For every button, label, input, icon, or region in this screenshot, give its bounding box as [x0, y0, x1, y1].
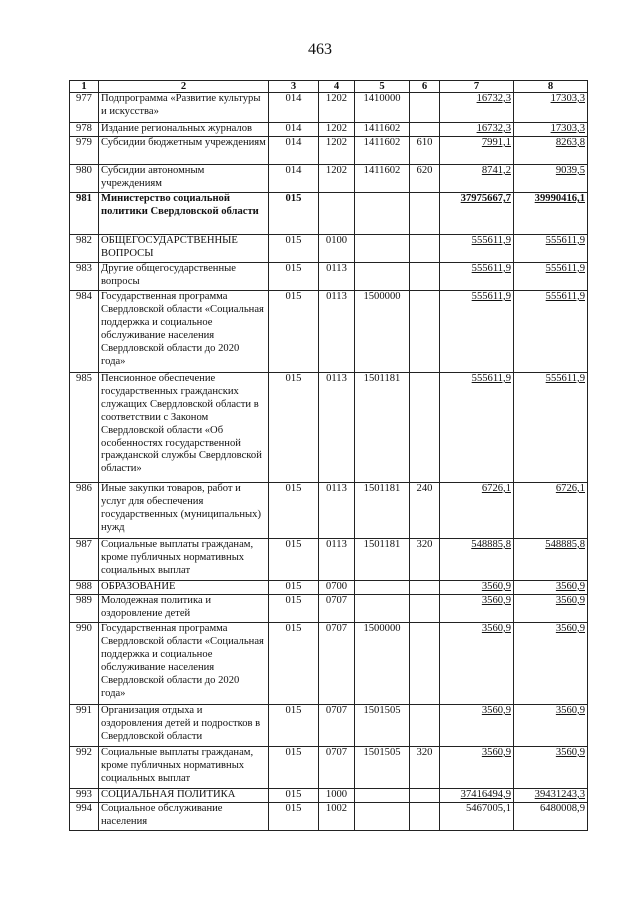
target-article-cell: 1501505	[355, 747, 410, 789]
amount-year2-cell: 39990416,1	[514, 193, 588, 235]
expense-type-cell	[410, 595, 440, 623]
section-code-cell: 1002	[319, 803, 355, 831]
item-name-cell: Издание региональных журналов	[99, 123, 269, 137]
expense-type-cell: 240	[410, 483, 440, 539]
table-row	[70, 165, 588, 193]
section-code-cell: 1202	[319, 123, 355, 137]
expense-type-cell	[410, 803, 440, 831]
amount-year2-cell: 3560,9	[514, 595, 588, 623]
item-name-cell: Социальные выплаты гражданам, кроме публичных нормативных социальных выплат	[99, 747, 269, 789]
row-number-cell: 990	[70, 623, 99, 705]
ministry-code-cell: 015	[269, 193, 319, 235]
amount-year2-cell: 9039,5	[514, 165, 588, 193]
item-name-cell: ОБЩЕГОСУДАРСТВЕННЫЕ ВОПРОСЫ	[99, 235, 269, 263]
column-header: 3	[269, 81, 319, 93]
item-name-cell: СОЦИАЛЬНАЯ ПОЛИТИКА	[99, 789, 269, 803]
row-number-cell: 984	[70, 291, 99, 373]
table-row	[70, 483, 588, 539]
amount-year1-cell: 555611,9	[440, 291, 514, 373]
target-article-cell	[355, 263, 410, 291]
ministry-code-cell: 015	[269, 803, 319, 831]
expense-type-cell	[410, 123, 440, 137]
ministry-code-cell: 015	[269, 373, 319, 483]
ministry-code-cell: 015	[269, 581, 319, 595]
table-row	[70, 373, 588, 483]
expense-type-cell: 320	[410, 539, 440, 581]
row-number-cell: 983	[70, 263, 99, 291]
table-row	[70, 803, 588, 831]
amount-year2-cell: 3560,9	[514, 623, 588, 705]
amount-year2-cell: 3560,9	[514, 705, 588, 747]
amount-year1-cell: 3560,9	[440, 581, 514, 595]
target-article-cell: 1501181	[355, 483, 410, 539]
expense-type-cell: 610	[410, 137, 440, 165]
target-article-cell: 1501181	[355, 539, 410, 581]
item-name-cell: Иные закупки товаров, работ и услуг для обеспечения государственных (муниципальных) нужд	[99, 483, 269, 539]
item-name-cell: Государственная программа Свердловской области «Социальная поддержка и социальное обслуживание населения Свердловской области до 2020 года»	[99, 291, 269, 373]
section-code-cell: 0700	[319, 581, 355, 595]
amount-year2-cell: 17303,3	[514, 123, 588, 137]
section-code-cell	[319, 193, 355, 235]
page-number: 463	[308, 41, 332, 58]
amount-year1-cell: 16732,3	[440, 93, 514, 123]
table-row	[70, 235, 588, 263]
expense-type-cell	[410, 623, 440, 705]
ministry-code-cell: 015	[269, 789, 319, 803]
item-name-cell: ОБРАЗОВАНИЕ	[99, 581, 269, 595]
table-row	[70, 291, 588, 373]
target-article-cell: 1410000	[355, 93, 410, 123]
section-code-cell: 0113	[319, 373, 355, 483]
amount-year2-cell: 6480008,9	[514, 803, 588, 831]
expense-type-cell: 620	[410, 165, 440, 193]
expense-type-cell	[410, 263, 440, 291]
amount-year1-cell: 3560,9	[440, 623, 514, 705]
column-header: 5	[355, 81, 410, 93]
amount-year1-cell: 5467005,1	[440, 803, 514, 831]
table-row	[70, 623, 588, 705]
expense-type-cell	[410, 789, 440, 803]
column-header: 6	[410, 81, 440, 93]
target-article-cell: 1411602	[355, 165, 410, 193]
expense-type-cell	[410, 235, 440, 263]
amount-year1-cell: 555611,9	[440, 263, 514, 291]
row-number-cell: 987	[70, 539, 99, 581]
table-row	[70, 137, 588, 165]
row-number-cell: 978	[70, 123, 99, 137]
amount-year1-cell: 37416494,9	[440, 789, 514, 803]
amount-year1-cell: 6726,1	[440, 483, 514, 539]
expense-type-cell: 320	[410, 747, 440, 789]
ministry-code-cell: 015	[269, 235, 319, 263]
target-article-cell: 1411602	[355, 123, 410, 137]
item-name-cell: Государственная программа Свердловской области «Социальная поддержка и социальное обслуживание населения Свердловской области до 2020 года»	[99, 623, 269, 705]
amount-year2-cell: 555611,9	[514, 291, 588, 373]
ministry-code-cell: 014	[269, 93, 319, 123]
section-code-cell: 1202	[319, 93, 355, 123]
section-code-cell: 0113	[319, 291, 355, 373]
section-code-cell: 0707	[319, 747, 355, 789]
expense-type-cell	[410, 373, 440, 483]
target-article-cell	[355, 595, 410, 623]
row-number-cell: 989	[70, 595, 99, 623]
table-body	[70, 93, 588, 831]
target-article-cell	[355, 581, 410, 595]
column-header: 7	[440, 81, 514, 93]
table-header-row	[70, 81, 588, 93]
item-name-cell: Организация отдыха и оздоровления детей и подростков в Свердловской области	[99, 705, 269, 747]
amount-year2-cell: 548885,8	[514, 539, 588, 581]
expense-type-cell	[410, 193, 440, 235]
amount-year2-cell: 8263,8	[514, 137, 588, 165]
amount-year1-cell: 555611,9	[440, 373, 514, 483]
table-row	[70, 747, 588, 789]
section-code-cell: 0707	[319, 623, 355, 705]
ministry-code-cell: 015	[269, 705, 319, 747]
amount-year1-cell: 16732,3	[440, 123, 514, 137]
section-code-cell: 0100	[319, 235, 355, 263]
expense-type-cell	[410, 705, 440, 747]
item-name-cell: Субсидии бюджетным учреждениям	[99, 137, 269, 165]
target-article-cell	[355, 235, 410, 263]
row-number-cell: 979	[70, 137, 99, 165]
target-article-cell	[355, 789, 410, 803]
amount-year1-cell: 555611,9	[440, 235, 514, 263]
amount-year1-cell: 3560,9	[440, 705, 514, 747]
section-code-cell: 1202	[319, 165, 355, 193]
section-code-cell: 0707	[319, 705, 355, 747]
ministry-code-cell: 014	[269, 123, 319, 137]
row-number-cell: 992	[70, 747, 99, 789]
ministry-code-cell: 015	[269, 747, 319, 789]
target-article-cell	[355, 803, 410, 831]
section-code-cell: 0113	[319, 263, 355, 291]
table-row	[70, 193, 588, 235]
column-header: 2	[99, 81, 269, 93]
row-number-cell: 986	[70, 483, 99, 539]
amount-year2-cell: 39431243,3	[514, 789, 588, 803]
amount-year2-cell: 555611,9	[514, 235, 588, 263]
item-name-cell: Пенсионное обеспечение государственных гражданских служащих Свердловской области в соответствии с Законом Свердловской области «Об особенностях государственной гражданской службы Свердловской области»	[99, 373, 269, 483]
item-name-cell: Социальные выплаты гражданам, кроме публичных нормативных социальных выплат	[99, 539, 269, 581]
amount-year2-cell: 3560,9	[514, 747, 588, 789]
target-article-cell: 1500000	[355, 291, 410, 373]
ministry-code-cell: 015	[269, 623, 319, 705]
row-number-cell: 980	[70, 165, 99, 193]
amount-year1-cell: 8741,2	[440, 165, 514, 193]
section-code-cell: 0113	[319, 539, 355, 581]
item-name-cell: Другие общегосударственные вопросы	[99, 263, 269, 291]
amount-year1-cell: 548885,8	[440, 539, 514, 581]
column-header: 1	[70, 81, 99, 93]
target-article-cell: 1500000	[355, 623, 410, 705]
amount-year2-cell: 17303,3	[514, 93, 588, 123]
ministry-code-cell: 015	[269, 595, 319, 623]
section-code-cell: 1202	[319, 137, 355, 165]
table-row	[70, 93, 588, 123]
row-number-cell: 977	[70, 93, 99, 123]
column-header: 4	[319, 81, 355, 93]
amount-year1-cell: 3560,9	[440, 595, 514, 623]
amount-year2-cell: 3560,9	[514, 581, 588, 595]
ministry-code-cell: 014	[269, 137, 319, 165]
item-name-cell: Министерство социальной политики Свердловской области	[99, 193, 269, 235]
item-name-cell: Субсидии автономным учреждениям	[99, 165, 269, 193]
amount-year2-cell: 555611,9	[514, 373, 588, 483]
ministry-code-cell: 015	[269, 291, 319, 373]
amount-year2-cell: 555611,9	[514, 263, 588, 291]
ministry-code-cell: 015	[269, 483, 319, 539]
item-name-cell: Молодежная политика и оздоровление детей	[99, 595, 269, 623]
target-article-cell	[355, 193, 410, 235]
table-row	[70, 123, 588, 137]
item-name-cell: Социальное обслуживание населения	[99, 803, 269, 831]
target-article-cell: 1411602	[355, 137, 410, 165]
section-code-cell: 0113	[319, 483, 355, 539]
amount-year1-cell: 7991,1	[440, 137, 514, 165]
table-row	[70, 581, 588, 595]
amount-year2-cell: 6726,1	[514, 483, 588, 539]
table-row	[70, 705, 588, 747]
section-code-cell: 1000	[319, 789, 355, 803]
amount-year1-cell: 3560,9	[440, 747, 514, 789]
item-name-cell: Подпрограмма «Развитие культуры и искусства»	[99, 93, 269, 123]
target-article-cell: 1501505	[355, 705, 410, 747]
row-number-cell: 988	[70, 581, 99, 595]
amount-year1-cell: 37975667,7	[440, 193, 514, 235]
expense-type-cell	[410, 581, 440, 595]
row-number-cell: 981	[70, 193, 99, 235]
column-header: 8	[514, 81, 588, 93]
table-row	[70, 595, 588, 623]
table-row	[70, 789, 588, 803]
row-number-cell: 993	[70, 789, 99, 803]
table-row	[70, 539, 588, 581]
row-number-cell: 991	[70, 705, 99, 747]
row-number-cell: 982	[70, 235, 99, 263]
expense-type-cell	[410, 291, 440, 373]
table-row	[70, 263, 588, 291]
budget-table	[69, 80, 588, 831]
ministry-code-cell: 014	[269, 165, 319, 193]
row-number-cell: 994	[70, 803, 99, 831]
section-code-cell: 0707	[319, 595, 355, 623]
ministry-code-cell: 015	[269, 263, 319, 291]
target-article-cell: 1501181	[355, 373, 410, 483]
expense-type-cell	[410, 93, 440, 123]
ministry-code-cell: 015	[269, 539, 319, 581]
row-number-cell: 985	[70, 373, 99, 483]
